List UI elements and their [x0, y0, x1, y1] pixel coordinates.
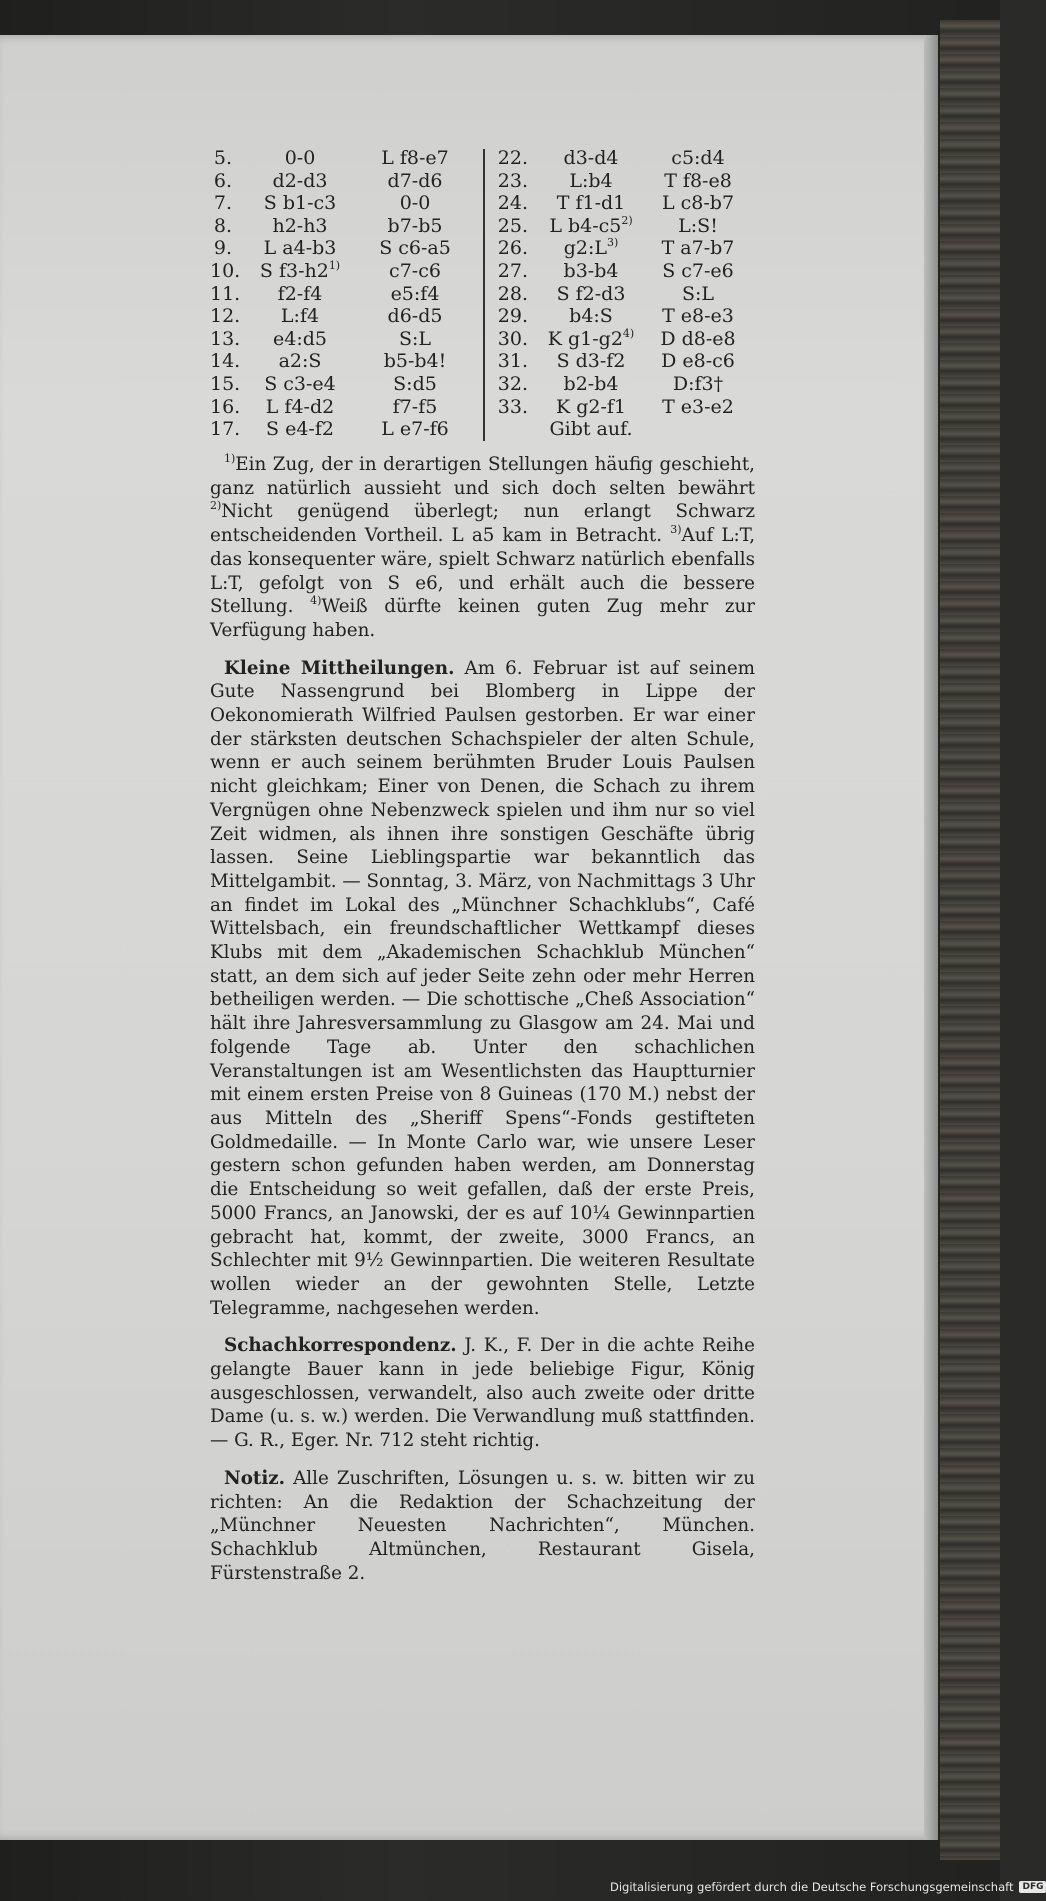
white-move-text: L:f4 [280, 305, 320, 328]
annotation-text: Weiß dürfte keinen guten Zug mehr zur Verfügung haben. [210, 596, 755, 641]
white-move-text: b4:S [569, 305, 613, 328]
move-row [492, 418, 746, 441]
white-move-text: T f1-d1 [556, 192, 626, 215]
book-binding-edge [940, 20, 1000, 1860]
white-move [532, 192, 650, 215]
move-number: 26. [497, 237, 528, 260]
black-move: S:L [681, 282, 715, 305]
move-number: 14. [210, 350, 241, 373]
move-row [492, 328, 746, 351]
move-number: 23. [497, 169, 528, 192]
news-heading: Kleine Mittheilungen. [224, 657, 455, 679]
black-move: c5:d4 [671, 147, 725, 169]
move-number: 28. [497, 282, 528, 305]
white-move [240, 237, 360, 260]
footnote-marker: 2) [210, 499, 222, 513]
white-move-text: 0-0 [284, 147, 316, 169]
white-move-text: Gibt auf. [549, 418, 633, 441]
move-row [210, 215, 470, 238]
black-move: d7-d6 [387, 169, 443, 192]
move-number: 9. [213, 237, 232, 260]
black-move: e5:f4 [390, 282, 440, 305]
move-number: 25. [497, 214, 528, 237]
move-row [210, 418, 470, 441]
white-move-text: a2:S [278, 350, 322, 373]
move-row [210, 237, 470, 260]
move-number: 17. [210, 418, 241, 441]
black-move: T f8-e8 [664, 169, 732, 192]
black-move: S:L [398, 327, 432, 350]
move-number: 22. [497, 147, 528, 169]
game-annotations [210, 453, 755, 643]
news-section [210, 657, 755, 1321]
move-row [210, 283, 470, 306]
black-move: T e3-e2 [662, 395, 734, 418]
black-move: D d8-e8 [660, 327, 736, 350]
white-move-text: f2-f4 [277, 282, 323, 305]
footnote-marker: 3) [670, 523, 682, 537]
white-move [532, 283, 650, 306]
annotation-text: Auf L:T, das konsequenter wäre, spielt Schwarz natürlich ebenfalls L:T, gefolgt von S e6, und erhält auch die bessere Stellung. [210, 525, 756, 618]
black-move: T e8-e3 [662, 305, 734, 328]
move-number: 7. [213, 192, 232, 215]
black-move: L e7-f6 [381, 418, 449, 441]
move-number: 24. [497, 192, 528, 215]
news-body: Am 6. Februar ist auf seinem Gute Nassengrund bei Blomberg in Lippe der Oekonomierath Wilfried Paulsen gestorben. Er war einer der stärksten deutschen Schachspieler der alten Schule, wenn er auch seinem berühmten Bruder Louis Paulsen nicht gleichkam; Einer von Denen, die Schach zu ihrem Vergnügen ohne Nebenzweck spielen und ihm nur so viel Zeit widmen, als ihnen ihre sonstigen Geschäfte übrig lassen. Seine Lieblingspartie war bekanntlich das Mittelgambit. — Sonntag, 3. März, von Nachmittags 3 Uhr an findet im Lokal des „Münchner Schachklubs“, Café Wittelsbach, ein freundschaftlicher Wettkampf dieses Klubs mit dem „Akademischen Schachklub München“ statt, an dem sich auf jeder Seite zehn oder mehr Herren betheiligen werden. — Die schottische „Cheß Association“ hält ihre Jahresversammlung zu Glasgow am 24. Mai und folgende Tage ab. Unter den schachlichen Veranstaltungen ist am Wesentlichsten das Hauptturnier mit einem ersten Preise von 8 Guineas (170 M.) nebst der aus Mitteln des „Sheriff Spens“-Fonds gestifteten Goldmedaille. — In Monte Carlo war, wie unsere Leser gestern schon gefunden haben werden, am Donnerstag die Entscheidung so weit gefallen, daß der erste Preis, 5000 Francs, an Janowski, der es auf 10¼ Gewinnpartien gebracht hat, kommt, der zweite, 3000 Francs, an Schlechter mit 9½ Gewinnpartien. Die weiteren Resultate wollen wieder an der gewohnten Stelle, Letzte Telegramme, nachgesehen werden. [210, 657, 756, 1319]
black-move: b7-b5 [387, 214, 443, 237]
move-row [210, 170, 470, 193]
white-move [240, 215, 360, 238]
black-move: D:f3† [672, 372, 724, 395]
white-move-text: L:b4 [569, 169, 613, 192]
notice-section [210, 1467, 755, 1586]
white-move [240, 305, 360, 328]
black-move: L:S! [678, 214, 718, 237]
move-row [210, 373, 470, 396]
move-number: 6. [213, 169, 232, 192]
black-move: L f8-e7 [381, 147, 449, 169]
white-move [240, 396, 360, 419]
digitization-credit [610, 1877, 1044, 1897]
moves-right-column [492, 147, 746, 441]
page-edge [924, 35, 938, 1840]
white-move-text: d2-d3 [272, 169, 328, 192]
white-move [240, 260, 360, 283]
white-move [532, 260, 650, 283]
move-number: 32. [497, 372, 528, 395]
move-row [492, 305, 746, 328]
move-row [210, 260, 470, 283]
black-move: d6-d5 [387, 305, 443, 328]
move-number: 16. [210, 395, 241, 418]
correspondence-section [210, 1334, 755, 1453]
black-move: T a7-b7 [661, 237, 735, 260]
white-move-text: S f2-d3 [556, 282, 626, 305]
move-number: 27. [497, 259, 528, 282]
white-move-text: b2-b4 [563, 372, 619, 395]
footnote-marker: 4) [310, 594, 322, 608]
white-move-text: S f3-h2 [259, 259, 329, 282]
black-move: S:d5 [393, 372, 437, 395]
white-move-text: e4:d5 [273, 327, 327, 350]
white-move [532, 305, 650, 328]
move-row [210, 396, 470, 419]
move-row [492, 192, 746, 215]
move-number [492, 418, 532, 441]
move-row [492, 237, 746, 260]
move-number: 33. [497, 395, 528, 418]
white-move [240, 147, 360, 170]
white-move [532, 170, 650, 193]
move-row [492, 396, 746, 419]
move-number: 13. [210, 327, 241, 350]
white-move [532, 350, 650, 373]
white-move-text: S e4-f2 [266, 418, 334, 441]
white-move-text: S b1-c3 [263, 192, 337, 215]
white-move [532, 215, 650, 238]
move-number: 15. [210, 372, 241, 395]
white-move-text: g2:L [563, 237, 607, 260]
move-row [210, 147, 470, 170]
move-row [210, 192, 470, 215]
white-move [240, 328, 360, 351]
move-number: 11. [210, 282, 241, 305]
footnote-marker: 3) [606, 236, 619, 250]
move-number: 8. [213, 214, 232, 237]
white-move [240, 283, 360, 306]
footnote-marker: 1) [224, 452, 236, 465]
black-move: 0-0 [399, 192, 431, 215]
dfg-logo: DFG [1019, 1881, 1046, 1893]
white-move-text: S d3-f2 [556, 350, 626, 373]
white-move-text: h2-h3 [272, 214, 328, 237]
article-column [210, 147, 755, 1585]
white-move-text: S c3-e4 [264, 372, 336, 395]
game-moves-table [210, 147, 750, 449]
white-move-text: d3-d4 [563, 147, 619, 169]
black-move: S c7-e6 [662, 259, 734, 282]
white-move-text: L a4-b3 [263, 237, 337, 260]
white-move [240, 192, 360, 215]
white-move [532, 328, 650, 351]
black-move: b5-b4! [383, 350, 447, 373]
white-move [532, 373, 650, 396]
move-row [210, 350, 470, 373]
move-number: 30. [497, 327, 528, 350]
footnote-marker: 1) [328, 258, 341, 272]
correspondence-heading: Schachkorrespondenz. [224, 1335, 457, 1357]
white-move-text: L f4-d2 [265, 395, 335, 418]
move-number: 5. [213, 147, 232, 169]
white-move [532, 147, 650, 170]
black-move: f7-f5 [392, 395, 438, 418]
move-row [210, 305, 470, 328]
footnote-marker: 2) [621, 213, 633, 227]
white-move [532, 418, 650, 441]
move-number: 10. [210, 259, 241, 282]
white-move [532, 237, 650, 260]
move-row [492, 215, 746, 238]
black-move: D e8-c6 [661, 350, 735, 373]
move-number: 29. [497, 305, 528, 328]
move-row [492, 260, 746, 283]
notice-body: Alle Zuschriften, Lösungen u. s. w. bitten wir zu richten: An die Redaktion der Schachzeitung der „Münchner Neuesten Nachrichten“, München. Schachklub Altmünchen, Restaurant Gisela, Fürstenstraße 2. [210, 1467, 756, 1584]
white-move-text: K g2-f1 [555, 395, 627, 418]
white-move [532, 396, 650, 419]
black-move [650, 418, 746, 441]
white-move [240, 373, 360, 396]
white-move-text: b3-b4 [563, 259, 619, 282]
white-move [240, 350, 360, 373]
move-row [492, 147, 746, 170]
annotation-text: Ein Zug, der in derartigen Stellungen häufig geschieht, ganz natürlich aussieht und sich doch selten bewährt [210, 454, 755, 499]
white-move [240, 170, 360, 193]
white-move [240, 418, 360, 441]
column-divider [483, 149, 485, 441]
black-move: L c8-b7 [661, 192, 735, 215]
footnote-marker: 4) [622, 326, 635, 340]
moves-left-column [210, 147, 470, 441]
black-move: c7-c6 [389, 259, 441, 282]
move-row [492, 350, 746, 373]
annotation-text: Nicht genügend überlegt; nun erlangt Schwarz entscheidenden Vortheil. L a5 kam in Betracht. [210, 501, 755, 547]
move-number: 31. [497, 350, 528, 373]
move-row [492, 283, 746, 306]
white-move-text: L b4-c5 [549, 214, 622, 237]
move-row [492, 373, 746, 396]
move-row [492, 170, 746, 193]
notice-heading: Notiz. [224, 1467, 286, 1489]
credit-text: Digitalisierung gefördert durch die Deutsche Forschungsgemeinschaft [610, 1880, 1014, 1894]
correspondence-body: J. K., F. Der in die achte Reihe gelangte Bauer kann in jede beliebige Figur, König ausgeschlossen, verwandelt, also auch zweite oder dritte Dame (u. s. w.) werden. Die Verwandlung muß stattfinden. — G. R., Eger. Nr. 712 steht richtig. [210, 1335, 755, 1452]
black-move: S c6-a5 [379, 237, 451, 260]
white-move-text: K g1-g2 [547, 327, 623, 350]
move-number: 12. [210, 305, 241, 328]
move-row [210, 328, 470, 351]
